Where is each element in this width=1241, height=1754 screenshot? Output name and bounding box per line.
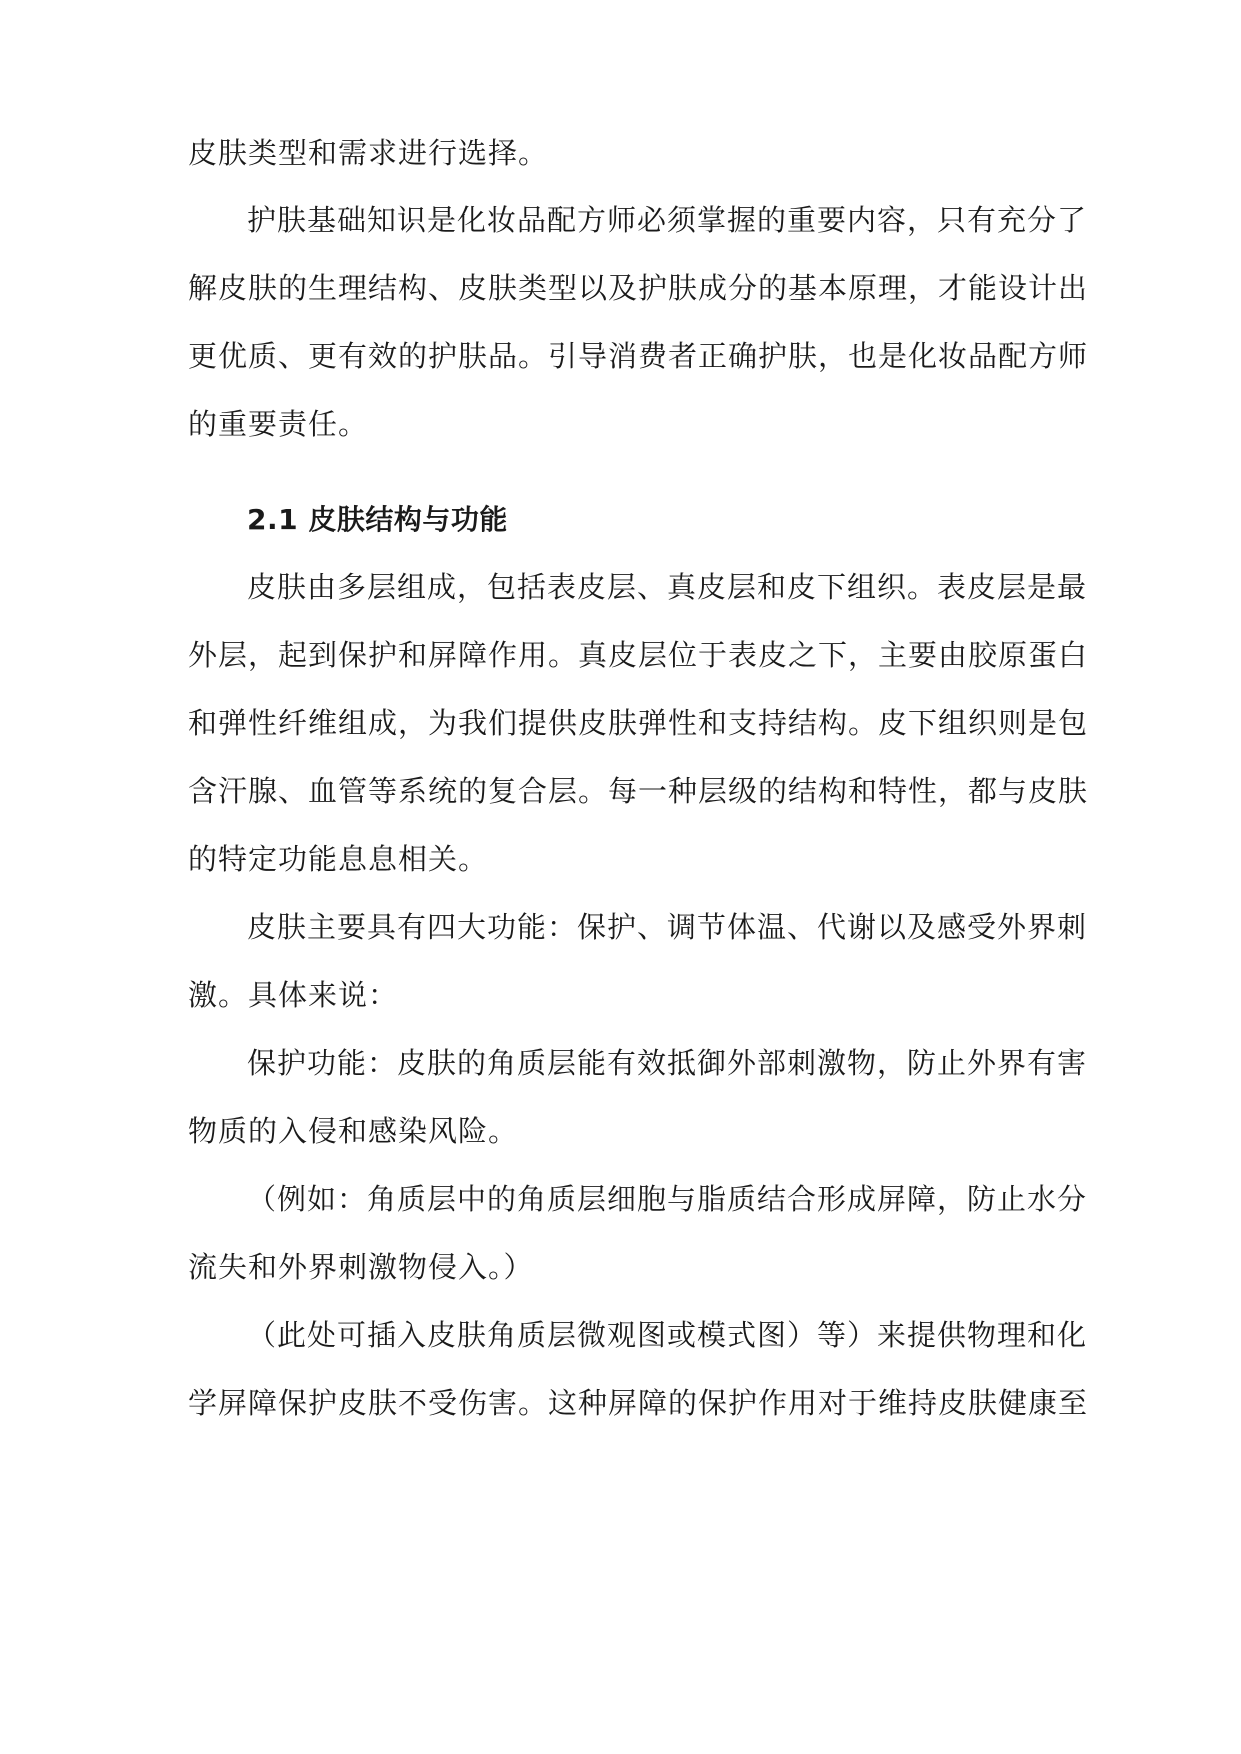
paragraph-line: 物质的入侵和感染风险。 [188, 1114, 519, 1148]
paragraph-line: 更优质、更有效的护肤品。引导消费者正确护肤，也是化妆品配方师 [188, 339, 1089, 373]
paragraph-line: （例如：角质层中的角质层细胞与脂质结合形成屏障，防止水分 [247, 1182, 1088, 1216]
section-heading: 2.1 皮肤结构与功能 [247, 503, 508, 536]
paragraph-line: 激。具体来说： [188, 978, 399, 1012]
paragraph-line: 皮肤类型和需求进行选择。 [188, 136, 549, 170]
paragraph-line: 解皮肤的生理结构、皮肤类型以及护肤成分的基本原理，才能设计出 [188, 271, 1089, 305]
paragraph-line: 学屏障保护皮肤不受伤害。这种屏障的保护作用对于维持皮肤健康至 [188, 1386, 1089, 1420]
paragraph-line: 含汗腺、血管等系统的复合层。每一种层级的结构和特性，都与皮肤 [188, 774, 1089, 808]
paragraph-line: 保护功能：皮肤的角质层能有效抵御外部刺激物，防止外界有害 [247, 1046, 1088, 1080]
paragraph-line: 外层，起到保护和屏障作用。真皮层位于表皮之下，主要由胶原蛋白 [188, 638, 1089, 672]
paragraph-line: 皮肤由多层组成，包括表皮层、真皮层和皮下组织。表皮层是最 [247, 570, 1088, 604]
paragraph-line: 皮肤主要具有四大功能：保护、调节体温、代谢以及感受外界刺 [247, 910, 1088, 944]
paragraph-line: 流失和外界刺激物侵入。） [188, 1250, 534, 1284]
paragraph-line: 的特定功能息息相关。 [188, 842, 489, 876]
paragraph-line: 的重要责任。 [188, 407, 369, 441]
paragraph-line: （此处可插入皮肤角质层微观图或模式图）等）来提供物理和化 [247, 1318, 1088, 1352]
paragraph-line: 护肤基础知识是化妆品配方师必须掌握的重要内容，只有充分了 [247, 203, 1088, 237]
paragraph-line: 和弹性纤维组成，为我们提供皮肤弹性和支持结构。皮下组织则是包 [188, 706, 1089, 740]
